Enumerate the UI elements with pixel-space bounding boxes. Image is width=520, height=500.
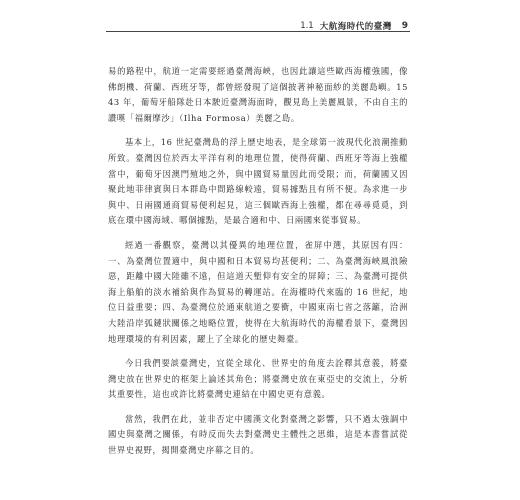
section-title: 大航海時代的臺灣 [319,22,392,32]
section-number: 1.1 [300,21,314,31]
body-text [108,64,408,468]
page-number: 9 [401,21,408,31]
paragraph-3: 經過一番觀察，臺灣以其優異的地理位置，雀屏中選，其原因有四：一、為臺灣位置適中，與中國和日本貿易均甚便利；二、為臺灣海峽風浪險惡，距離中國大陸雖不遠，但這道天塹仰有安全的屏障；三、為臺灣可提供海上船舶的淡水補給與作為貿易的轉運站。在海權時代來臨的 16 世紀，地位日益重要；四、為臺灣位於通東航道之要衝，中國東南七省之落籬，洽洲大陸沿岸弧鏈狀關係之地略位置，使得在大航海時代的海權看景下，臺灣因地理環境的有利因素，躍上了全球化的歷史舞臺。 [108,239,408,344]
paragraph-5: 當然，我們在此，並非否定中國漢文化對臺灣之影響，只不過太強調中國史與臺灣之關係，有時反而失去對臺灣史主體性之思維，這是本書嘗試從世界史視野，揭開臺灣史序幕之目的。 [108,413,408,456]
paragraph-4: 今日我們要談臺灣史，宜從全球化、世界史的角度去詮釋其意義，將臺灣史放在世界史的框架上論述其角色；將臺灣史放在東亞史的交流上，分析其重要性，這也或許比將臺灣史連結在中國史更有意義。 [108,358,408,400]
paragraph-1: 易的路程中，航道一定需要經過臺灣海峽，也因此讓這些歐西海權強國，像佛朗機、荷蘭、西班牙等，都曾經發現了這個披著神秘面紗的美麗島嶼。1543 年，葡萄牙船隊赴日本駛近臺灣海面時，觀見島上美麗風景，不由自主的讚嘆「福爾摩沙」（Ilha Formosa）美麗之島。 [108,66,408,123]
header-rule [106,31,410,32]
paragraph-2: 基本上，16 世紀臺灣島的浮上歷史地表，是全球第一波現代化浪潮推動所致。臺灣因位於西太平洋有利的地理位置，使得荷蘭、西班牙等海上強權當中，葡萄牙因澳門殖地之外，與中國貿易量因此而受限；而，荷蘭國又因聚此地菲律賓與日本群島中間路線較遠，貿易據點且有所不便。為求進一步與中、日兩國通商貿易便利起見，這三個歐西海上強權，都在尋尋覓覓，到底在環中國海域、哪個據點，是最合適和中、日兩國來從事貿易。 [108,137,408,226]
